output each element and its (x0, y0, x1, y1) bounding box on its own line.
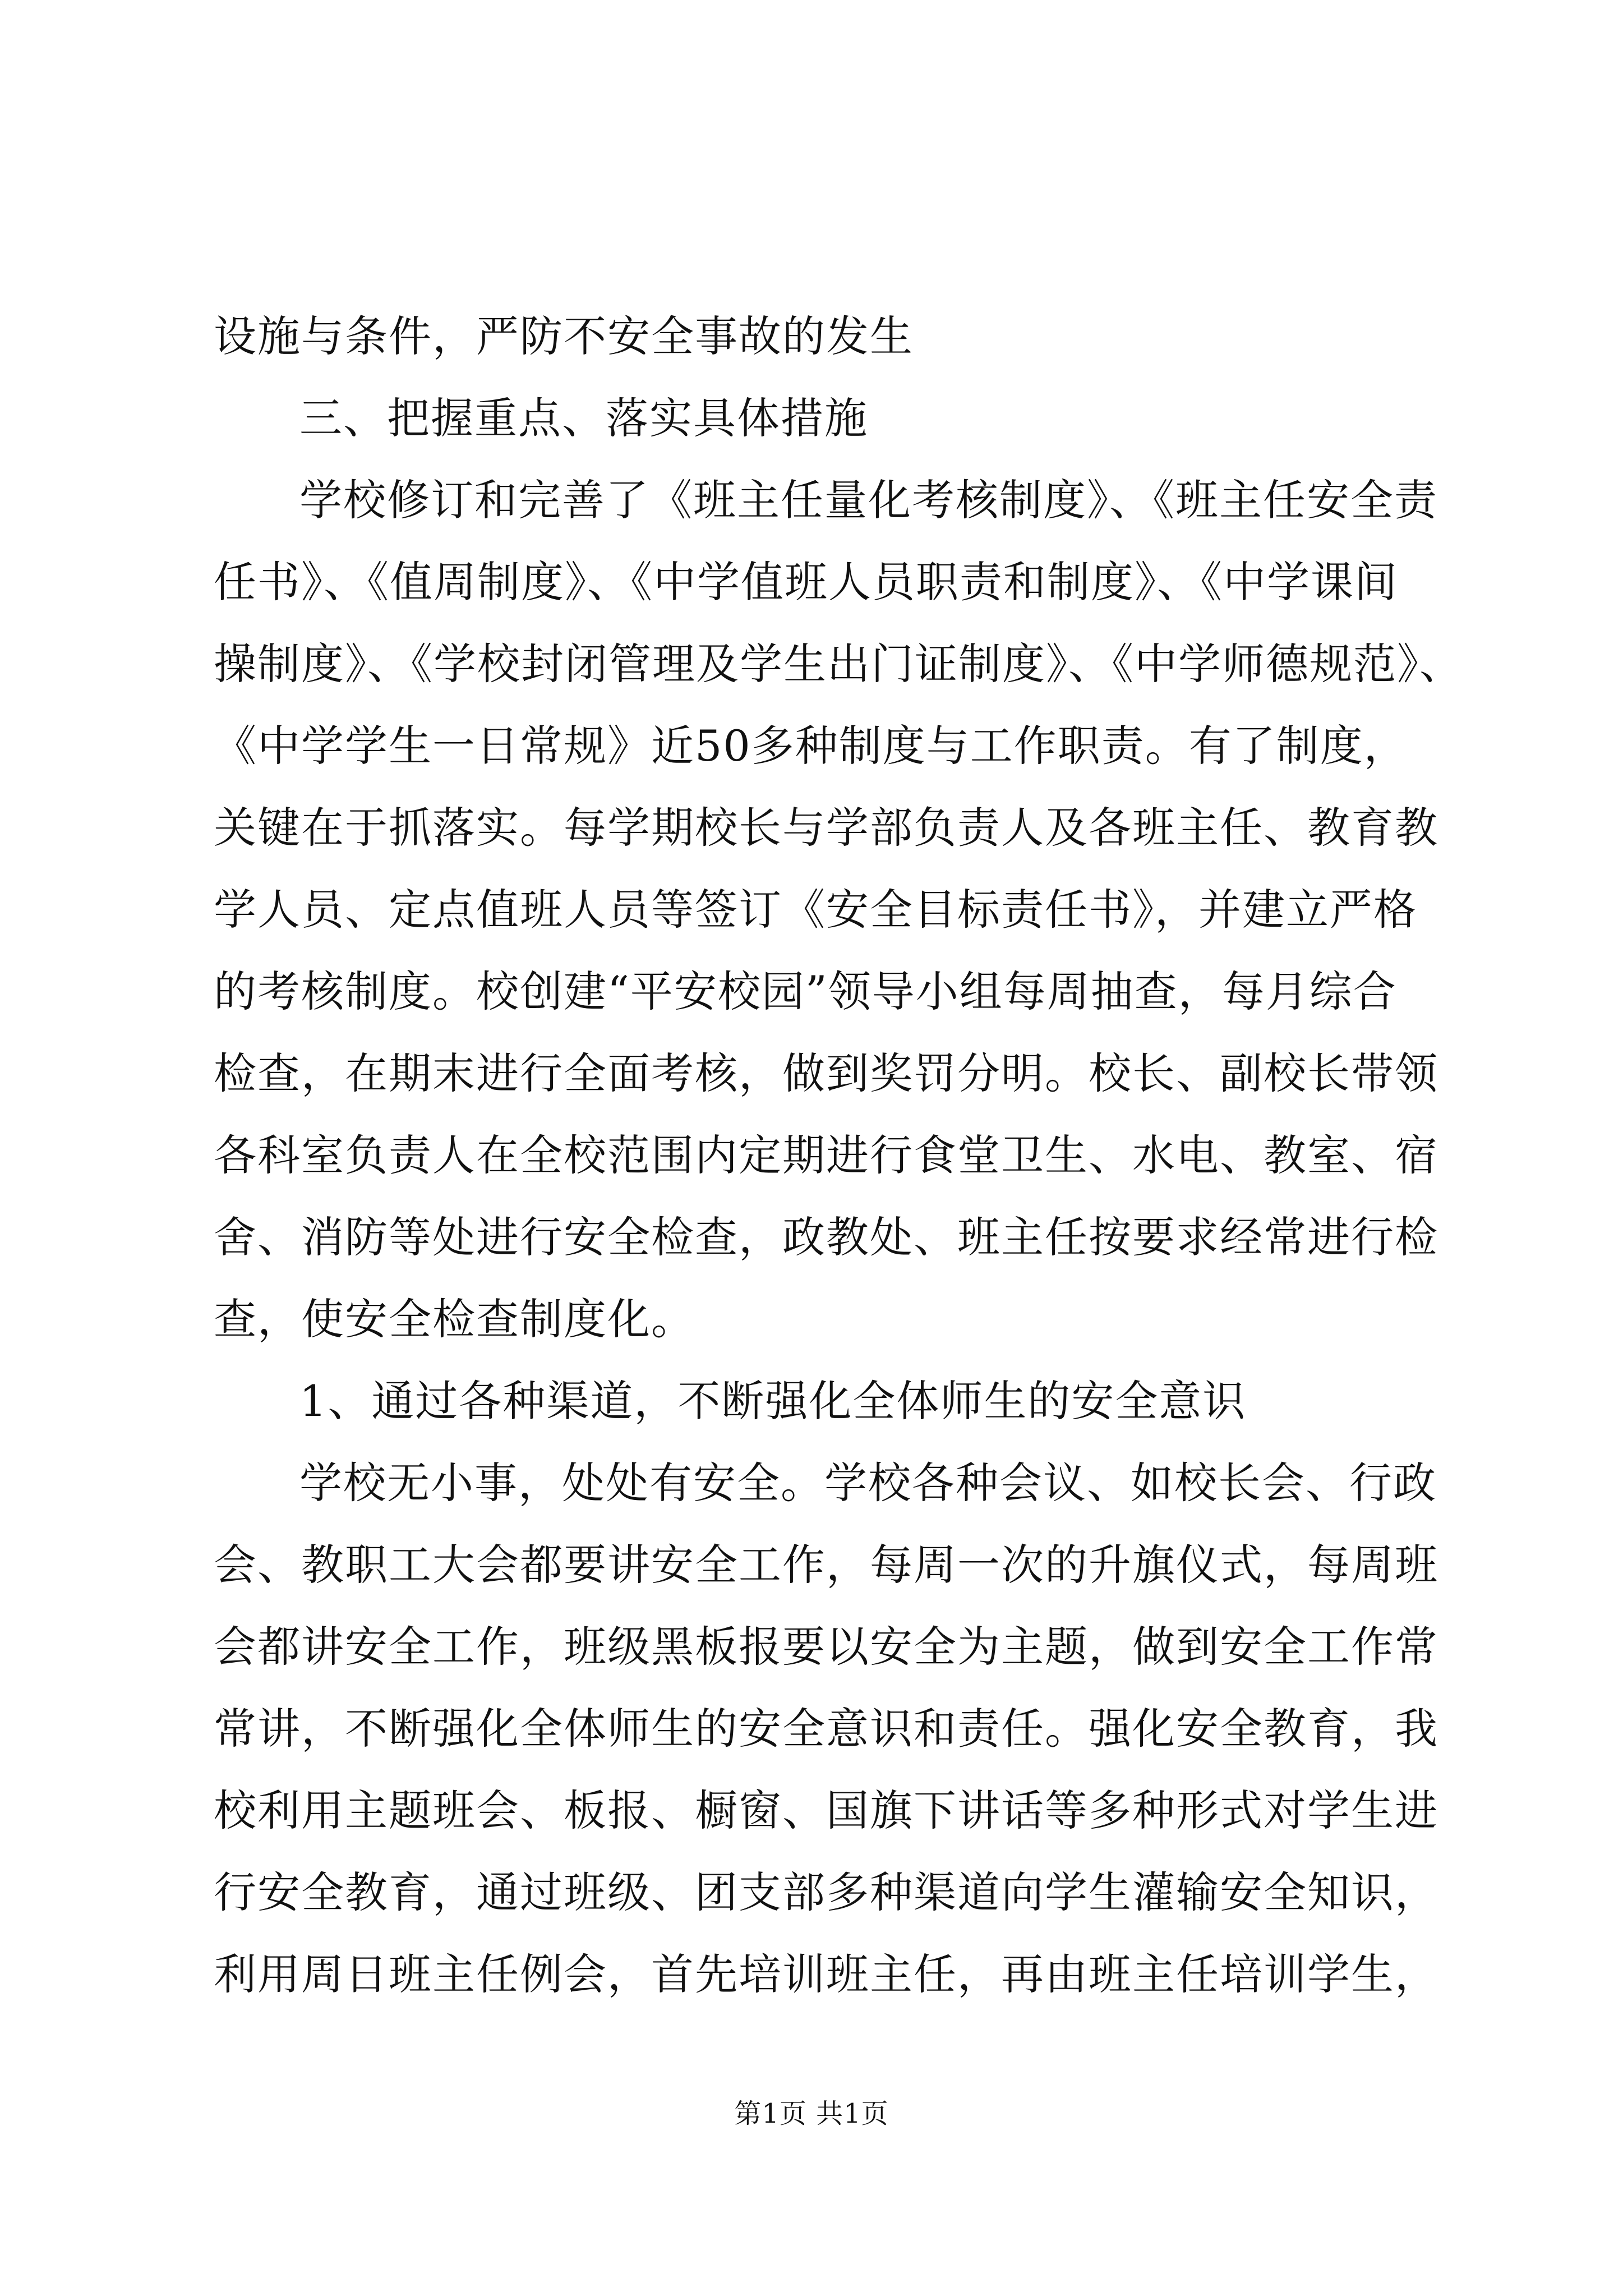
text-line: 常讲，不断强化全体师生的安全意识和责任。强化安全教育，我 (214, 1704, 1438, 1754)
text-line: 查，使安全检查制度化。 (214, 1294, 695, 1344)
page-footer: 第1页 共1页 (734, 2098, 889, 2129)
text-line: 检查，在期末进行全面考核，做到奖罚分明。校长、副校长带领 (214, 1048, 1438, 1098)
text-line: 会都讲安全工作，班级黑板报要以安全为主题，做到安全工作常 (214, 1622, 1438, 1672)
text-line: 任书》、《值周制度》、《中学值班人员职责和制度》、《中学课间 (214, 557, 1398, 607)
section-heading: 三、把握重点、落实具体措施 (299, 393, 868, 443)
text-line: 设施与条件，严防不安全事故的发生 (214, 311, 914, 361)
text-line: 校利用主题班会、板报、橱窗、国旗下讲话等多种形式对学生进 (214, 1786, 1438, 1835)
text-line: 利用周日班主任例会，首先培训班主任，再由班主任培训学生， (214, 1949, 1438, 1999)
text-line: 学人员、定点值班人员等签订《安全目标责任书》，并建立严格 (214, 885, 1417, 935)
text-line: 会、教职工大会都要讲安全工作，每周一次的升旗仪式，每周班 (214, 1540, 1438, 1590)
text-line: 行安全教育，通过班级、团支部多种渠道向学生灌输安全知识， (214, 1867, 1438, 1917)
text-line: 《中学学生一日常规》近50多种制度与工作职责。有了制度， (214, 721, 1408, 771)
text-line: 操制度》、《学校封闭管理及学生出门证制度》、《中学师德规范》、 (214, 639, 1463, 689)
subsection-heading: 1、通过各种渠道，不断强化全体师生的安全意识 (299, 1376, 1247, 1426)
text-line: 学校无小事，处处有安全。学校各种会议、如校长会、行政 (299, 1458, 1437, 1508)
text-line: 舍、消防等处进行安全检查，政教处、班主任按要求经常进行检 (214, 1212, 1438, 1262)
text-line: 的考核制度。校创建“平安校园”领导小组每周抽查，每月综合 (214, 967, 1397, 1016)
text-line: 各科室负责人在全校范围内定期进行食堂卫生、水电、教室、宿 (214, 1130, 1438, 1180)
text-line: 关键在于抓落实。每学期校长与学部负责人及各班主任、教育教 (214, 803, 1438, 853)
text-line: 学校修订和完善了《班主任量化考核制度》、《班主任安全责 (299, 475, 1438, 525)
